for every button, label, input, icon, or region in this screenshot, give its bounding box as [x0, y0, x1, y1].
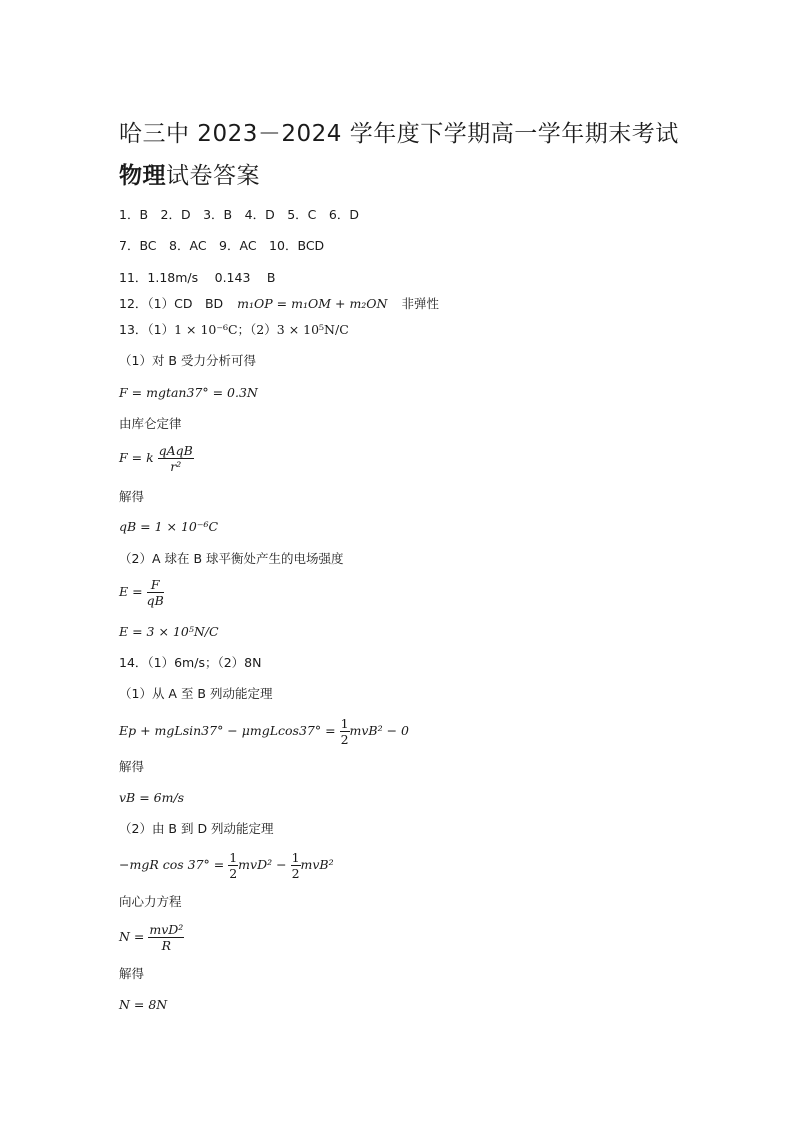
q14-eq3-mid: mvD² −	[238, 857, 287, 872]
q14-step-2: （2）由 B 到 D 列动能定理	[119, 821, 274, 836]
q14-step-1: （1）从 A 至 B 列动能定理	[119, 686, 273, 701]
subject-label: 物理	[119, 162, 166, 189]
half-numerator-2: 1	[229, 850, 238, 865]
q13-eq2-lhs: F = k	[119, 450, 154, 465]
half-denominator-3: 2	[291, 866, 300, 881]
centripetal-numerator: mvD²	[149, 922, 184, 937]
q14-equation-5: N = 8N	[119, 997, 168, 1012]
q13-equation-1: F = mgtan37° = 0.3N	[119, 385, 258, 400]
q13-step-1: （1）对 B 受力分析可得	[119, 353, 256, 368]
answer-12	[119, 296, 439, 312]
q14-eq1-tail: mvB² − 0	[349, 723, 410, 738]
answer-12-equation: m₁OP = m₁OM + m₂ON	[237, 296, 388, 311]
centripetal-denominator: R	[161, 938, 172, 953]
half-fraction-3	[291, 850, 301, 881]
solve-label-2: 解得	[119, 759, 145, 774]
q14-eq1-lhs: Ep + mgLsin37° − μmgLcos37° =	[119, 723, 336, 738]
field-denominator: qB	[146, 593, 164, 608]
half-fraction-2	[228, 850, 238, 881]
solve-label-1: 解得	[119, 489, 145, 504]
answer-11: 11．1.18m/s 0.143 B	[119, 270, 276, 285]
q13-eq4-lhs: E =	[119, 584, 143, 599]
q13-equation-5: E = 3 × 10⁵N/C	[119, 624, 219, 639]
q14-equation-4	[119, 922, 184, 953]
q14-equation-1	[119, 716, 409, 747]
answer-13-summary	[119, 322, 349, 338]
half-numerator-3: 1	[291, 850, 300, 865]
half-denominator-2: 2	[229, 866, 238, 881]
q14-eq3-lhs: −mgR cos 37° =	[119, 857, 225, 872]
q14-equation-2: vB = 6m/s	[119, 790, 185, 805]
answer-13-values: 1 × 10⁻⁶C；（2）3 × 10⁵N/C	[174, 322, 349, 337]
title-line-1: 哈三中 2023－2024 学年度下学期高一学年期末考试	[119, 121, 679, 147]
subtitle-rest: 试卷答案	[166, 163, 260, 189]
answer-14-summary: 14．（1）6m/s；（2）8N	[119, 655, 262, 670]
q14-centripetal-label: 向心力方程	[119, 894, 182, 909]
q14-eq3-tail: mvB²	[300, 857, 334, 872]
centripetal-fraction	[148, 922, 184, 953]
solve-label-3: 解得	[119, 966, 145, 981]
q13-equation-3: qB = 1 × 10⁻⁶C	[119, 519, 219, 534]
coulomb-fraction	[158, 443, 194, 474]
field-numerator: F	[147, 577, 164, 593]
half-denominator: 2	[340, 732, 349, 747]
coulomb-denominator: r²	[170, 459, 182, 474]
q14-equation-3	[119, 850, 334, 881]
q13-equation-2	[119, 443, 194, 474]
document-subtitle	[119, 157, 260, 190]
document-title	[119, 115, 679, 148]
answers-7-10: 7．BC 8．AC 9．AC 10．BCD	[119, 238, 325, 253]
q14-eq4-lhs: N =	[119, 929, 145, 944]
answer-12-choices: 12．（1）CD BD	[119, 296, 224, 311]
answer-12-type: 非弹性	[401, 296, 440, 311]
half-numerator: 1	[340, 716, 349, 731]
coulomb-numerator: qAqB	[158, 443, 193, 458]
q13-equation-4	[119, 577, 164, 608]
answers-1-6: 1．B 2．D 3．B 4．D 5．C 6．D	[119, 207, 359, 222]
q13-step-2: （2）A 球在 B 球平衡处产生的电场强度	[119, 551, 344, 566]
answer-13-label: 13．（1）	[119, 322, 175, 337]
half-fraction	[340, 716, 350, 747]
q13-law-label: 由库仑定律	[119, 416, 182, 431]
field-fraction	[147, 577, 164, 608]
